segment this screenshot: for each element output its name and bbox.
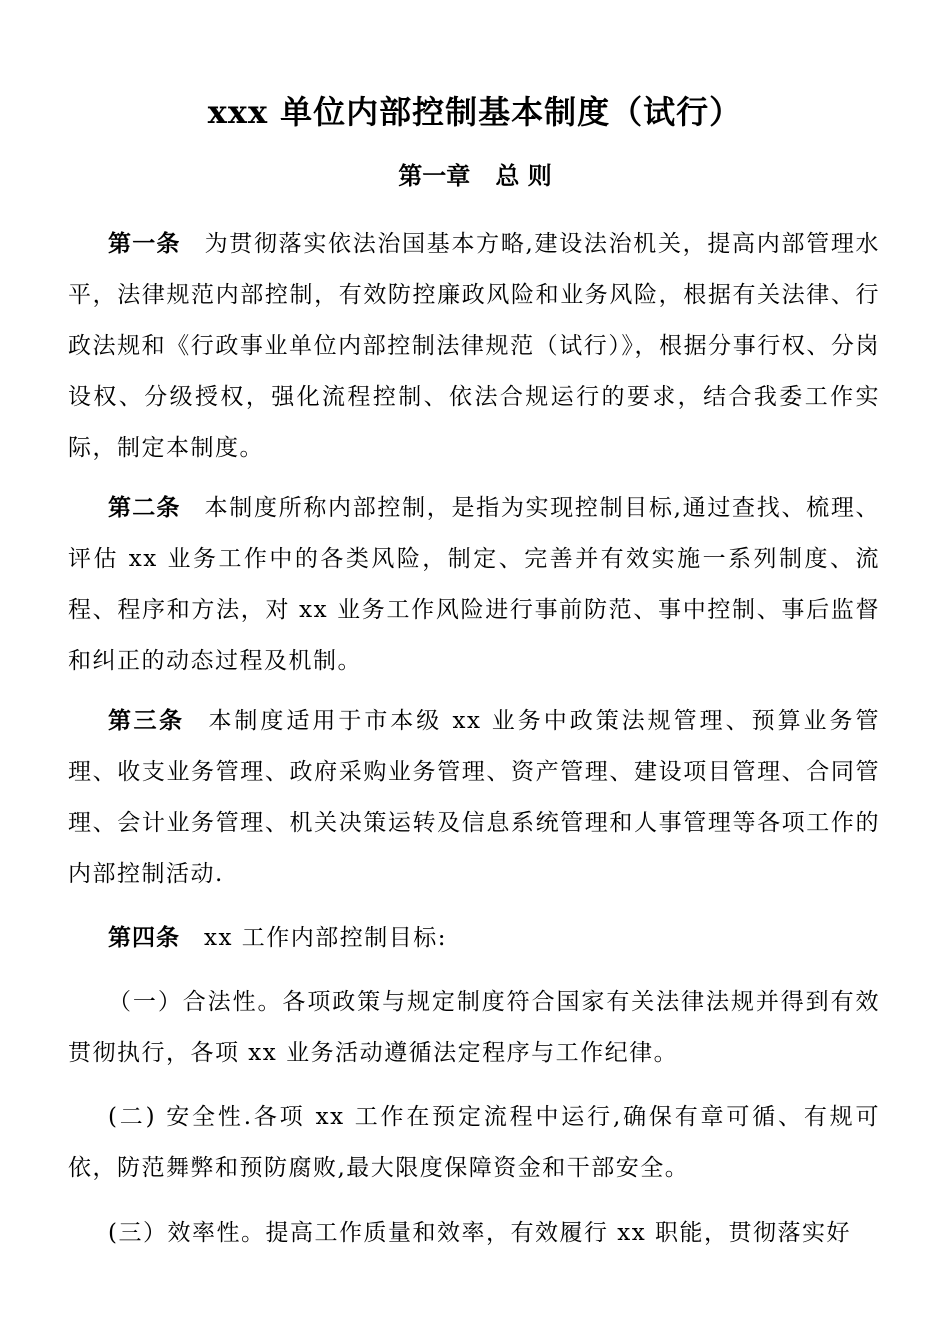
list-item: [68, 1092, 880, 1194]
article-3: [68, 695, 880, 900]
article-text: 为贯彻落实依法治国基本方略,建设法治机关，提高内部管理水平，法律规范内部控制，有效防控廉政风险和业务风险，根据有关法律、行政法规和《行政事业单位内部控制法律规范（试行）》，根据分事行权、分岗设权、分级授权，强化流程控制、依法合规运行的要求，结合我委工作实际，制定本制度。: [68, 231, 881, 461]
list-item-text: （一）合法性。各项政策与规定制度符合国家有关法律法规并得到有效贯彻执行，各项 xx 业务活动遵循法定程序与工作纪律。: [68, 989, 880, 1066]
document-title: xxx 单位内部控制基本制度（试行）: [207, 93, 743, 131]
list-item-text: (三）效率性。提高工作质量和效率，有效履行 xx 职能，贯彻落实好: [108, 1220, 852, 1246]
article-label: 第三条: [108, 707, 185, 734]
list-item-text: (二) 安全性.各项 xx 工作在预定流程中运行,确保有章可循、有规可依，防范舞弊和预防腐败,最大限度保障资金和干部安全。: [68, 1104, 880, 1181]
article-2: [68, 482, 880, 687]
article-text: 本制度适用于市本级 xx 业务中政策法规管理、预算业务管理、收支业务管理、政府采购业务管理、资产管理、建设项目管理、合同管理、会计业务管理、机关决策运转及信息系统管理和人事管理等各项工作的内部控制活动.: [68, 708, 881, 887]
list-item: [68, 1208, 880, 1259]
chapter-heading: 第一章 总 则: [398, 161, 552, 190]
list-item: [68, 977, 880, 1079]
article-label: 第二条: [108, 494, 181, 521]
article-text: xx 工作内部控制目标:: [204, 925, 448, 951]
article-1: [68, 218, 880, 474]
article-label: 第一条: [108, 230, 181, 257]
article-text: 本制度所称内部控制，是指为实现控制目标,通过查找、梳理、评估 xx 业务工作中的各类风险，制定、完善并有效实施一系列制度、流程、程序和方法，对 xx 业务工作风险进行事前防范、事中控制、事后监督和纠正的动态过程及机制。: [68, 495, 881, 674]
article-4: [68, 912, 880, 964]
article-label: 第四条: [108, 924, 180, 951]
